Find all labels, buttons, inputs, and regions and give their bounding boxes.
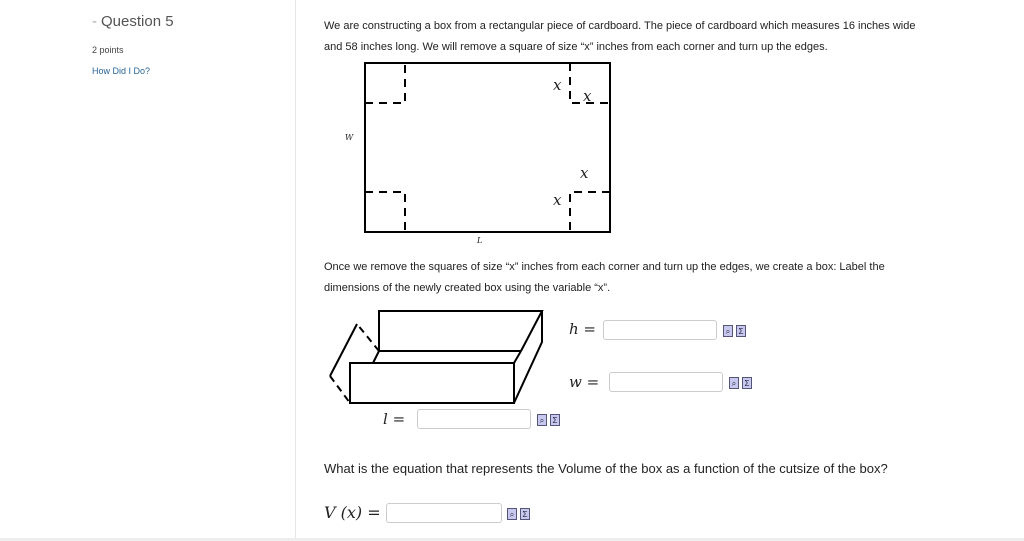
preview-icon[interactable]: ⌕	[723, 325, 733, 337]
w-label: W	[345, 133, 354, 142]
x-label: x	[580, 164, 589, 182]
collapse-icon[interactable]: -	[92, 13, 97, 30]
w-label: w =	[569, 373, 600, 391]
w-input[interactable]	[609, 372, 723, 392]
h-input[interactable]	[603, 320, 717, 340]
h-label: h =	[569, 320, 596, 338]
preview-icon[interactable]: ⌕	[537, 414, 547, 426]
preview-icon[interactable]: ⌕	[507, 508, 517, 520]
question-intro: We are constructing a box from a rectangular piece of cardboard. The piece of cardboard which measures 16 inches wide and 58 inches long. We will remove a square of size “x” inches from each corner and turn up the edges.	[324, 20, 916, 53]
v-label: V (x) =	[324, 503, 381, 522]
sigma-icon[interactable]: Σ	[742, 377, 752, 389]
x-label: x	[553, 76, 562, 94]
volume-input[interactable]	[386, 503, 502, 523]
sigma-icon[interactable]: Σ	[520, 508, 530, 520]
question-part3: What is the equation that represents the Volume of the box as a function of the cutsize of the box?	[324, 461, 888, 476]
x-label: x	[553, 191, 562, 209]
preview-icon[interactable]: ⌕	[729, 377, 739, 389]
sigma-icon[interactable]: Σ	[736, 325, 746, 337]
l-label: L	[477, 236, 483, 245]
l-input[interactable]	[417, 409, 531, 429]
x-label: x	[583, 87, 592, 105]
question-title-text: Question 5	[101, 13, 174, 30]
l-label: l =	[383, 410, 406, 428]
question-part2: Once we remove the squares of size “x” inches from each corner and turn up the edges, we create a box: Label the dimensions of the newly created box using the variable “x”.	[324, 261, 885, 294]
points-label: 2 points	[92, 45, 124, 55]
how-did-i-do-link[interactable]: How Did I Do?	[92, 66, 151, 76]
sigma-icon[interactable]: Σ	[550, 414, 560, 426]
